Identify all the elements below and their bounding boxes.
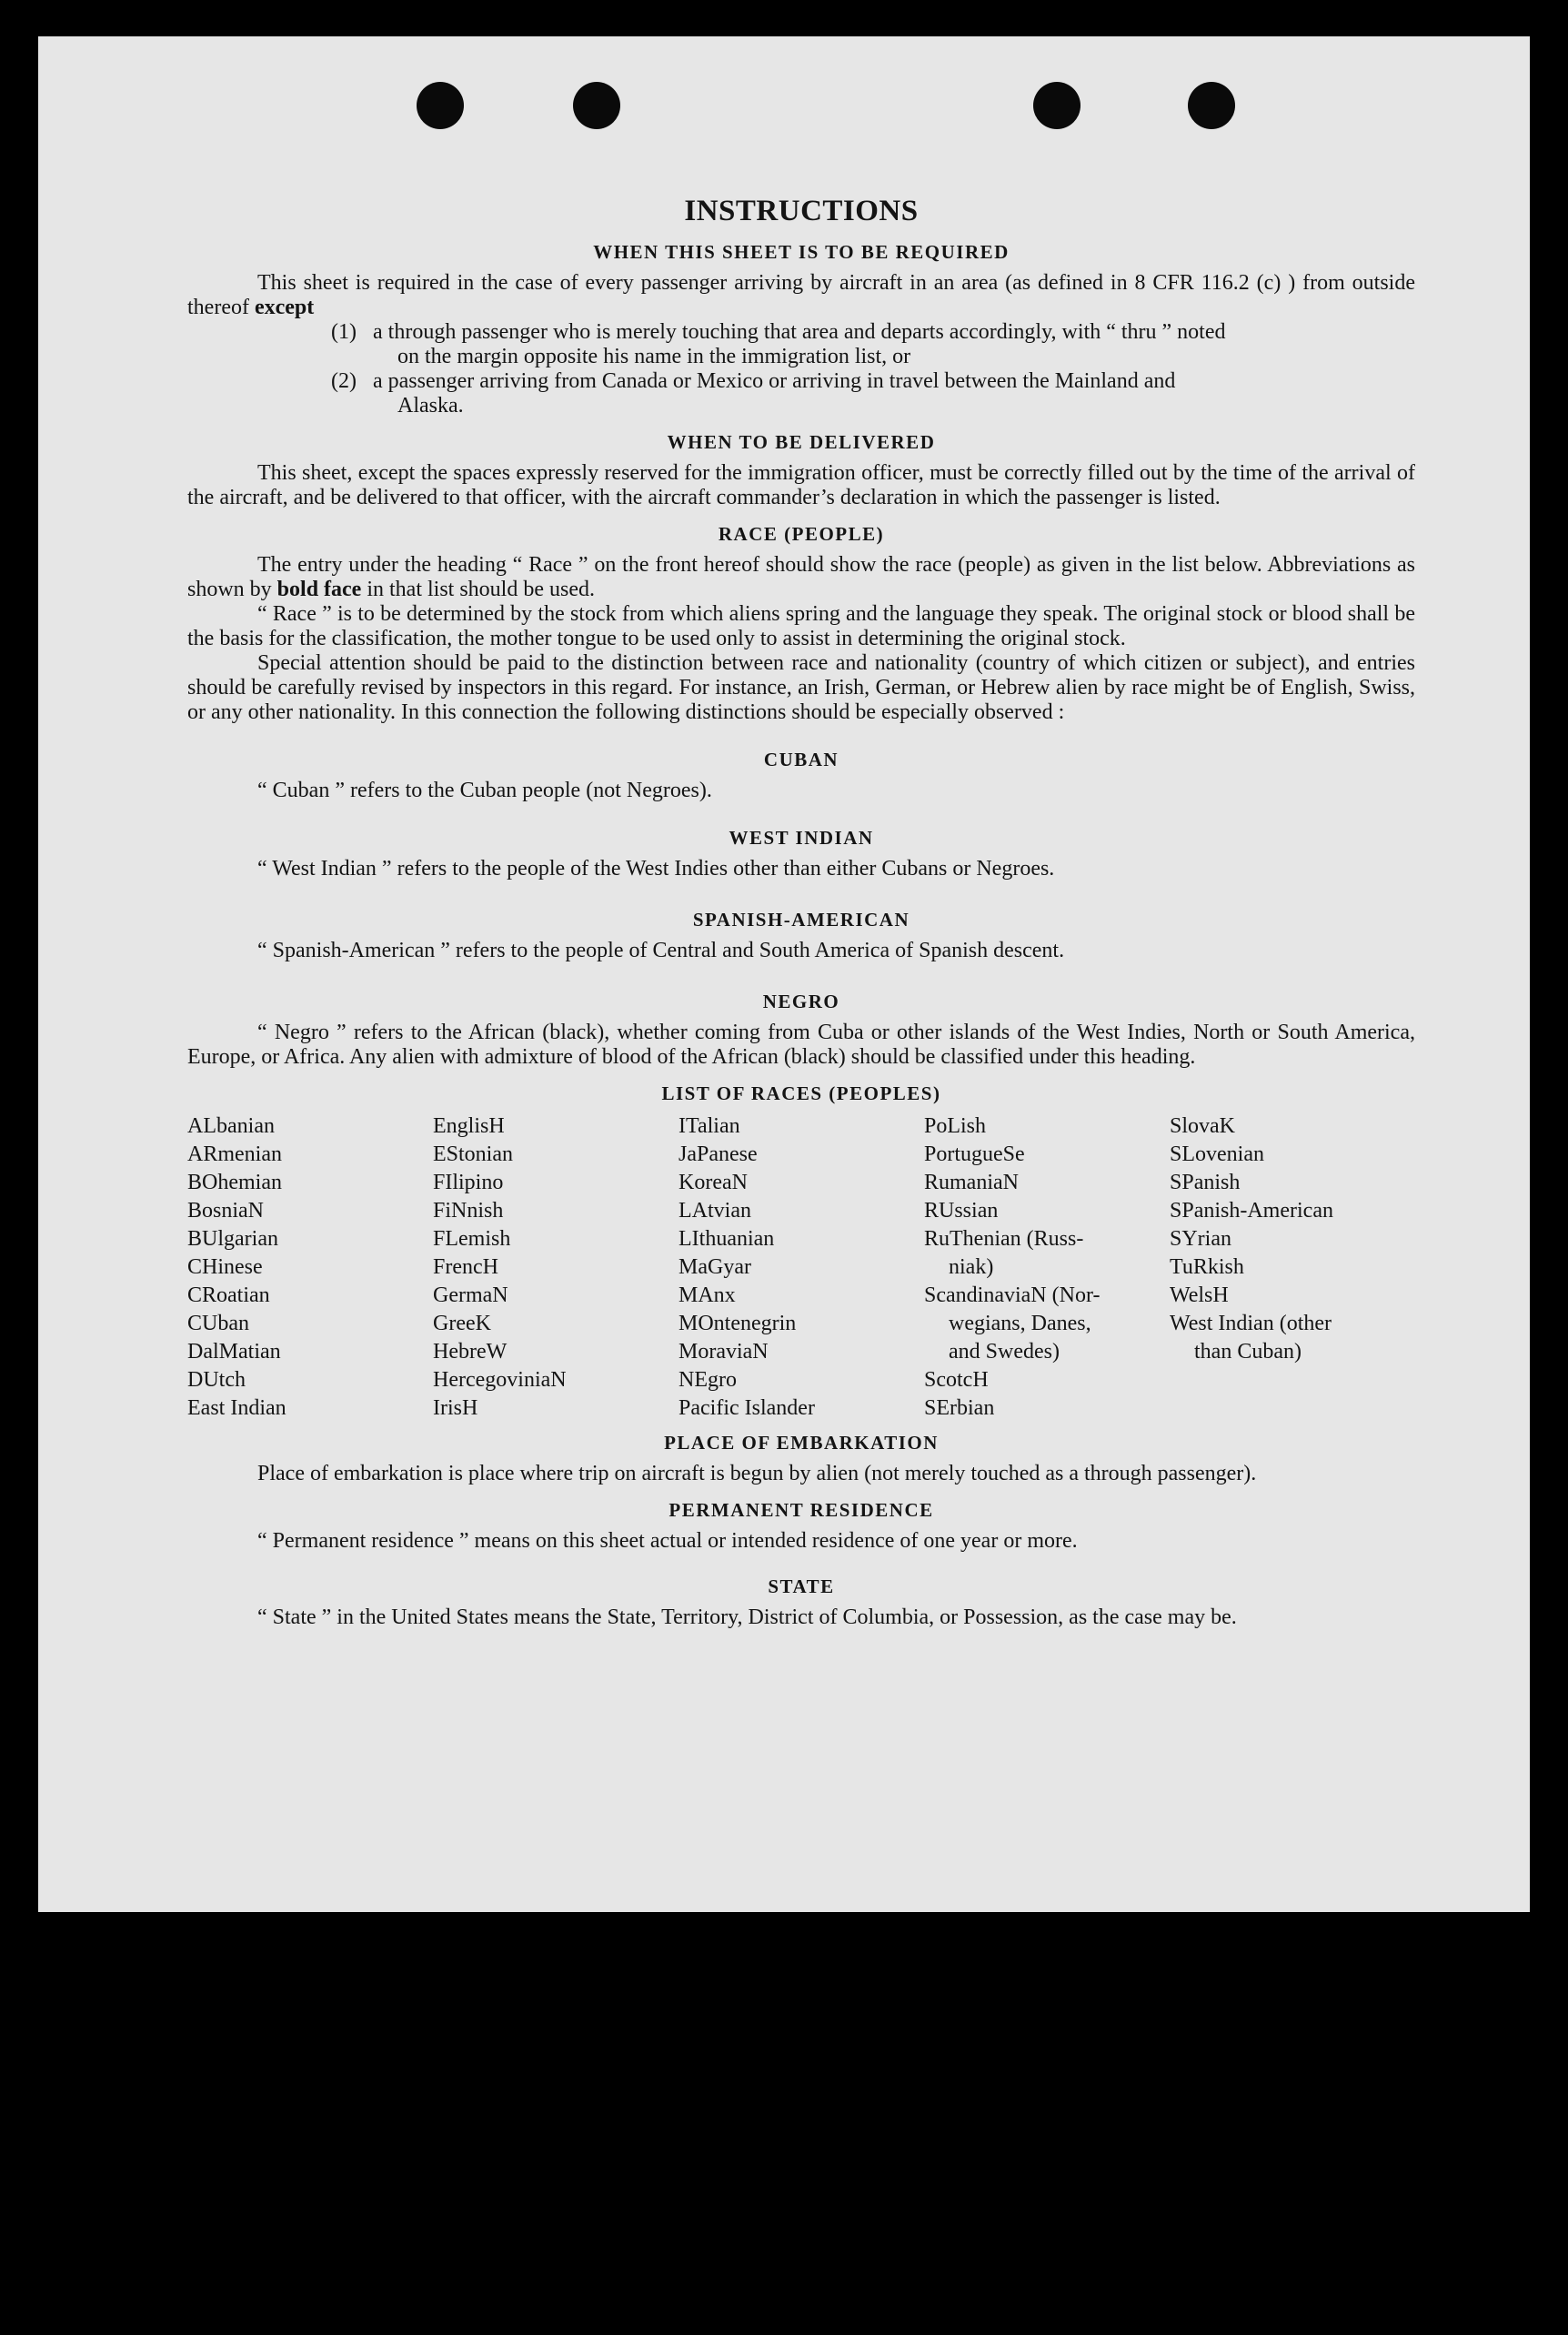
race-entry: SLovenian bbox=[1170, 1142, 1264, 1166]
race-entry: FiNnish bbox=[433, 1199, 504, 1223]
race-entry: LAtvian bbox=[678, 1199, 751, 1223]
race-entry: West Indian (other than Cuban) bbox=[1170, 1312, 1332, 1364]
race-entry: ScotcH bbox=[924, 1368, 989, 1392]
race-entry: SPanish-American bbox=[1170, 1199, 1333, 1223]
section-heading: STATE bbox=[768, 1575, 835, 1597]
race-entry: SErbian bbox=[924, 1396, 995, 1420]
section-heading: SPANISH-AMERICAN bbox=[692, 909, 910, 931]
list-item: (1) a through passenger who is merely touching that area and departs accordingly, with “ thru ” noted on the margin opposite his name in the immigration list, or bbox=[331, 320, 1226, 368]
race-entry: MoraviaN bbox=[678, 1340, 769, 1364]
race-column bbox=[1170, 1112, 1415, 1423]
race-entry: MAnx bbox=[678, 1283, 736, 1307]
paragraph: “ Spanish-American ” refers to the people of Central and South America of Spanish descent. bbox=[257, 939, 1065, 962]
race-entry: RuThenian (Russ- niak) bbox=[924, 1227, 1084, 1279]
race-entry: SPanish bbox=[1170, 1171, 1241, 1194]
paragraph: “ Permanent residence ” means on this sheet actual or intended residence of one year or more. bbox=[257, 1529, 1078, 1553]
race-entry: CHinese bbox=[187, 1255, 263, 1279]
paragraph: This sheet, except the spaces expressly reserved for the immigration officer, must be correctly filled out by the time of the arrival of the aircraft, and be delivered to that officer, with the aircraft commander’s declaration in which the passenger is listed. bbox=[187, 461, 1415, 509]
race-entry: WelsH bbox=[1170, 1283, 1229, 1307]
race-entry: FrencH bbox=[433, 1255, 498, 1279]
section-heading: WEST INDIAN bbox=[729, 827, 874, 849]
race-entry: and Swedes) bbox=[949, 1340, 1060, 1364]
page-title: INSTRUCTIONS bbox=[684, 195, 919, 227]
race-entry: HebreW bbox=[433, 1340, 508, 1364]
race-entry: MaGyar bbox=[678, 1255, 751, 1279]
section-heading: NEGRO bbox=[762, 991, 840, 1012]
race-entry: BOhemian bbox=[187, 1171, 282, 1194]
race-entry: BUlgarian bbox=[187, 1227, 278, 1251]
paragraph: “ West Indian ” refers to the people of the West Indies other than either Cubans or Negroes. bbox=[257, 857, 1055, 881]
race-entry: IrisH bbox=[433, 1396, 478, 1420]
paragraph: The entry under the heading “ Race ” on the front hereof should show the race (people) as given in the list below. Abbreviations as shown by bold face in that list should be used. bbox=[187, 553, 1415, 601]
race-column bbox=[433, 1112, 678, 1423]
paragraph: “ State ” in the United States means the State, Territory, District of Columbia, or Possession, as the case may be. bbox=[257, 1605, 1237, 1629]
race-entry: East Indian bbox=[187, 1396, 286, 1420]
race-entry: ScandinaviaN (Nor- wegians, Danes, bbox=[924, 1283, 1101, 1335]
punch-hole bbox=[1188, 82, 1235, 129]
paragraph: “ Race ” is to be determined by the stock from which aliens spring and the language they speak. The original stock or blood shall be the basis for the classification, the mother tongue to be used only to assist in determining the original stock. bbox=[187, 602, 1415, 650]
race-entry: FLemish bbox=[433, 1227, 511, 1251]
race-column bbox=[924, 1112, 1170, 1423]
race-entry: EnglisH bbox=[433, 1114, 505, 1138]
race-column bbox=[187, 1112, 433, 1423]
section-heading: WHEN THIS SHEET IS TO BE REQUIRED bbox=[593, 241, 1010, 263]
section-heading: CUBAN bbox=[763, 749, 839, 770]
race-entry: DUtch bbox=[187, 1368, 246, 1392]
punch-hole bbox=[417, 82, 464, 129]
race-entry: RUssian bbox=[924, 1199, 999, 1223]
race-entry: NEgro bbox=[678, 1368, 737, 1392]
section-heading: LIST OF RACES (PEOPLES) bbox=[661, 1082, 941, 1104]
section-heading: RACE (PEOPLE) bbox=[718, 523, 885, 545]
race-entry: TuRkish bbox=[1170, 1255, 1244, 1279]
paragraph: This sheet is required in the case of every passenger arriving by aircraft in an area (as defined in 8 CFR 116.2 (c) ) from outside thereof except bbox=[187, 271, 1415, 319]
race-entry: ALbanian bbox=[187, 1114, 275, 1138]
race-entry: CUban bbox=[187, 1312, 249, 1335]
race-entry: FIlipino bbox=[433, 1171, 504, 1194]
race-entry: MOntenegrin bbox=[678, 1312, 797, 1335]
punch-hole bbox=[573, 82, 620, 129]
race-entry: GermaN bbox=[433, 1283, 508, 1307]
section-heading: PLACE OF EMBARKATION bbox=[664, 1432, 939, 1454]
race-entry: JaPanese bbox=[678, 1142, 758, 1166]
paragraph: Place of embarkation is place where trip on aircraft is begun by alien (not merely touched as a through passenger). bbox=[257, 1462, 1257, 1485]
race-entry: ITalian bbox=[678, 1114, 740, 1138]
section-heading: WHEN TO BE DELIVERED bbox=[667, 431, 936, 453]
race-entry: KoreaN bbox=[678, 1171, 748, 1194]
race-entry: BosniaN bbox=[187, 1199, 264, 1223]
paragraph: “ Cuban ” refers to the Cuban people (not Negroes). bbox=[257, 779, 712, 802]
race-entry: SlovaK bbox=[1170, 1114, 1235, 1138]
races-table bbox=[187, 1112, 1415, 1423]
race-entry: EStonian bbox=[433, 1142, 513, 1166]
race-entry: PortugueSe bbox=[924, 1142, 1025, 1166]
list-item: (2) a passenger arriving from Canada or Mexico or arriving in travel between the Mainland and Alaska. bbox=[331, 369, 1176, 418]
race-entry: LIthuanian bbox=[678, 1227, 775, 1251]
race-entry: ARmenian bbox=[187, 1142, 282, 1166]
race-entry: CRoatian bbox=[187, 1283, 270, 1307]
race-entry: SYrian bbox=[1170, 1227, 1231, 1251]
instructions-body bbox=[187, 156, 1415, 1630]
race-entry: RumaniaN bbox=[924, 1171, 1019, 1194]
race-entry: HercegoviniaN bbox=[433, 1368, 567, 1392]
paragraph: “ Negro ” refers to the African (black), whether coming from Cuba or other islands of the West Indies, North or South America, Europe, or Africa. Any alien with admixture of blood of the African (black) should be classified under this heading. bbox=[187, 1021, 1415, 1069]
race-column bbox=[678, 1112, 924, 1423]
section-heading: PERMANENT RESIDENCE bbox=[668, 1499, 934, 1521]
race-entry: PoLish bbox=[924, 1114, 987, 1138]
punch-hole bbox=[1033, 82, 1081, 129]
document-page bbox=[38, 36, 1530, 1912]
race-entry: GreeK bbox=[433, 1312, 491, 1335]
paragraph: Special attention should be paid to the distinction between race and nationality (country of which citizen or subject), and entries should be carefully revised by inspectors in this regard. For instance, an Irish, German, or Hebrew alien by race might be of English, Swiss, or any other nationality. In this connection the following distinctions should be especially observed : bbox=[187, 651, 1415, 724]
race-entry: DalMatian bbox=[187, 1340, 281, 1364]
race-entry: Pacific Islander bbox=[678, 1396, 815, 1420]
